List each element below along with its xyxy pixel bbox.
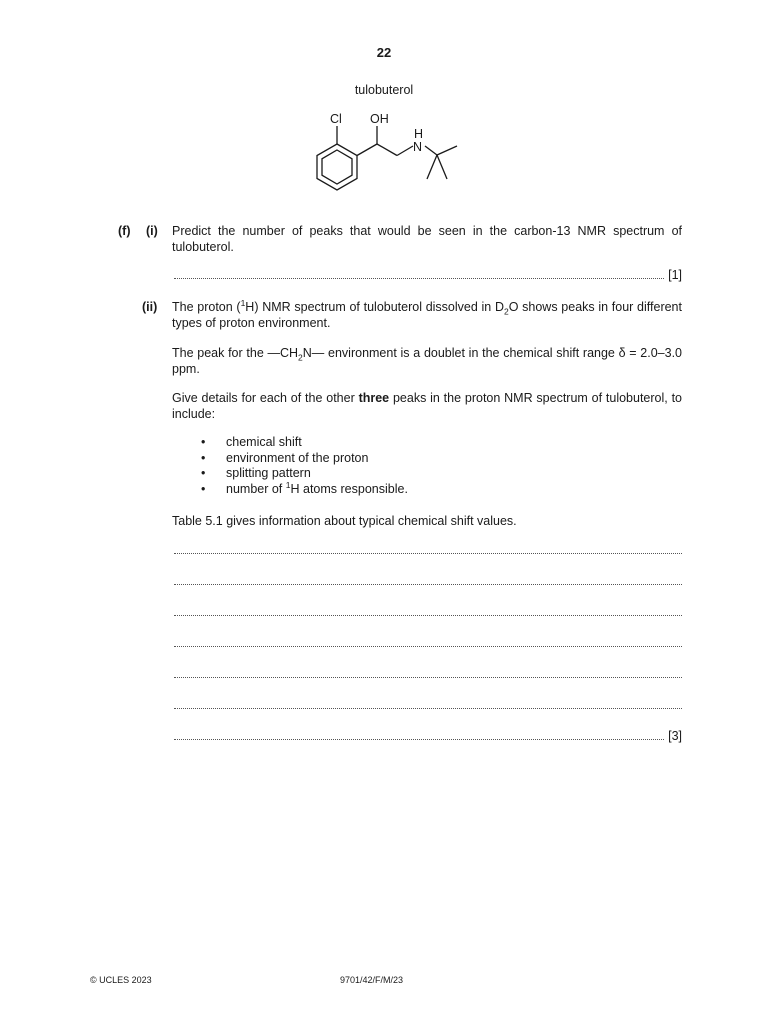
answer-line[interactable] [174,698,682,712]
nitrogen-label: N [413,140,423,154]
chlorine-label: Cl [330,112,342,126]
answer-line[interactable] [174,574,682,588]
copyright-footer: © UCLES 2023 [90,975,152,985]
question-f-i-text: Predict the number of peaks that would be seen in the carbon-13 NMR spectrum of tulobuterol. [172,224,682,254]
question-f-ii-instructions: Give details for each of the other three peaks in the proton NMR spectrum of tulobuterol, to include: [172,391,682,421]
question-f-ii-intro: The proton ($^1$H) NMR spectrum of tulobuterol dissolved in $D_2O$ shows peaks in four different types of proton environment. [172,297,682,330]
answer-line[interactable] [174,605,682,619]
mark-allocation: [1] [668,268,682,282]
paper-code-footer: 9701/42/F/M/23 [340,975,404,985]
tulobuterol-structure [300,105,470,205]
amine-h-label: H [414,127,424,141]
answer-line[interactable] [174,543,682,557]
page-number: 22 [376,45,392,60]
question-label-f: (f) [118,224,131,238]
list-item: • environment of the proton [197,451,408,467]
svg-text:Cl [330,112,342,126]
hydroxyl-label: OH [370,112,389,126]
answer-line[interactable] [174,268,682,282]
mark-allocation: [3] [668,729,682,743]
answer-line[interactable] [174,636,682,650]
question-label-i: (i) [146,224,158,238]
answer-line[interactable] [174,729,682,743]
answer-line[interactable] [174,667,682,681]
molecule-name: tulobuterol [354,83,414,97]
list-item: • chemical shift [197,435,408,451]
list-item: • splitting pattern [197,466,408,482]
question-f-ii-ch2n-statement: The peak for the $—CH_2N—$ environment is a doublet in the chemical shift range δ = 2.0–3.0 ppm. [172,346,682,376]
bullet-list [197,435,408,497]
list-item: • number of $^1$H atoms responsible. [197,482,408,498]
question-label-ii: (ii) [142,300,158,314]
table-reference-text: Table 5.1 gives information about typical chemical shift values. [172,514,517,528]
